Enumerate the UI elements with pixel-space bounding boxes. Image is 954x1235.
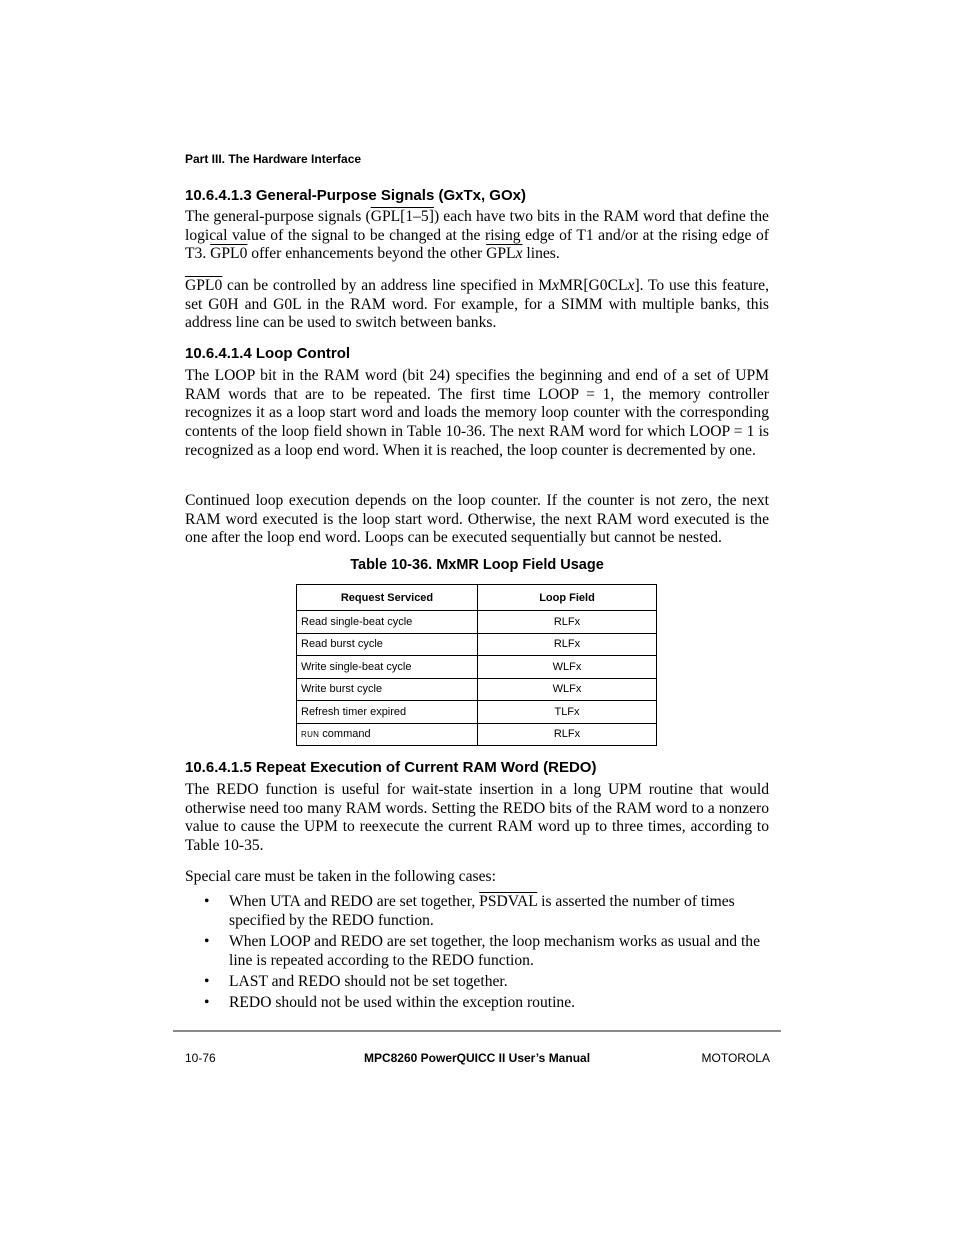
- list-item: [185, 893, 769, 930]
- text: ) each have two bits in the RAM word that define the logical value of the signal to be changed at the rising edge of T1 and/or at the rising edge of T3.: [185, 208, 769, 263]
- table-row: [297, 723, 657, 746]
- italic-x: x: [515, 245, 523, 263]
- signal-gpl0: GPL0: [185, 277, 223, 294]
- list-item: [185, 994, 769, 1013]
- table-cell: Write burst cycle: [297, 678, 478, 701]
- redo-cases-list: [185, 893, 769, 1015]
- list-item: [185, 973, 769, 992]
- list-item: [185, 933, 769, 970]
- bullet: •: [204, 972, 210, 990]
- table-cell: RLFx: [478, 723, 657, 746]
- paragraph-loop-execution: Continued loop execution depends on the loop counter. If the counter is not zero, the next RAM word executed is the loop start word. Otherwise, the next RAM word executed is the one after the loop end word. Loops can be executed sequentially but cannot be nested.: [185, 492, 769, 547]
- smallcaps-run: RUN: [301, 730, 320, 740]
- text: LAST and REDO should not be set together.: [229, 972, 508, 990]
- column-header-request: Request Serviced: [297, 585, 478, 611]
- part-header: Part III. The Hardware Interface: [185, 152, 362, 166]
- text: is asserted the number of times specified by the REDO function.: [229, 893, 735, 929]
- signal-gplx: GPL: [486, 245, 516, 263]
- table-cell: TLFx: [478, 701, 657, 724]
- table-row: [297, 633, 657, 656]
- text: When LOOP and REDO are set together, the loop mechanism works as usual and the line is repeated according to the REDO function.: [229, 932, 761, 969]
- table-header-row: [297, 585, 657, 611]
- bullet: •: [204, 893, 210, 910]
- text: lines.: [522, 245, 560, 263]
- table-cell: Read burst cycle: [297, 633, 478, 656]
- table-cell: Write single-beat cycle: [297, 656, 478, 679]
- table-row: [297, 656, 657, 679]
- table-caption: Table 10-36. MxMR Loop Field Usage: [350, 557, 604, 573]
- text: When UTA and REDO are set together,: [229, 893, 480, 910]
- italic-x: x: [627, 277, 635, 294]
- footer-page-number: 10-76: [185, 1051, 216, 1065]
- table-cell: WLFx: [478, 678, 657, 701]
- paragraph-redo-function: The REDO function is useful for wait-state insertion in a long UPM routine that would otherwise need too many RAM words. Setting the REDO bits of the RAM word to a nonzero value to cause the UPM to reexecute the current RAM word up to three times, according to Table 10-35.: [185, 781, 769, 855]
- loop-field-table: [296, 584, 657, 746]
- signal-gpl-1-5: GPL[1–5]: [370, 208, 434, 225]
- bullet: •: [204, 994, 210, 1012]
- footer-rule: [173, 1030, 781, 1032]
- table-cell: RLFx: [478, 633, 657, 656]
- table-row: [297, 701, 657, 724]
- table-cell: Read single-beat cycle: [297, 611, 478, 634]
- table-cell: WLFx: [478, 656, 657, 679]
- table-cell: RLFx: [478, 611, 657, 634]
- paragraph-gpl-signals: [185, 208, 769, 264]
- text: REDO should not be used within the exception routine.: [229, 994, 576, 1012]
- table-cell: [297, 723, 478, 746]
- text: offer enhancements beyond the other: [247, 245, 487, 263]
- paragraph-loop-bit: The LOOP bit in the RAM word (bit 24) specifies the beginning and end of a set of UPM RAM words that are to be repeated. The first time LOOP = 1, the memory controller recognizes it as a loop start word and loads the memory loop counter with the corresponding contents of the loop field shown in Table 10-36. The next RAM word for which LOOP = 1 is recognized as a loop end word. When it is reached, the loop counter is decremented by one.: [185, 367, 769, 459]
- table-cell: Refresh timer expired: [297, 701, 478, 724]
- heading-redo: 10.6.4.1.5 Repeat Execution of Current RAM Word (REDO): [185, 759, 597, 776]
- italic-x: x: [552, 277, 560, 294]
- bullet: •: [204, 932, 210, 950]
- heading-loop-control: 10.6.4.1.4 Loop Control: [185, 345, 351, 362]
- paragraph-special-care: Special care must be taken in the following cases:: [185, 868, 496, 885]
- footer-company: MOTOROLA: [701, 1051, 770, 1065]
- footer-manual-title: MPC8260 PowerQUICC II User’s Manual: [363, 1051, 591, 1065]
- column-header-loop-field: Loop Field: [478, 585, 657, 611]
- text: can be controlled by an address line specified in M: [222, 277, 553, 294]
- table-row: [297, 611, 657, 634]
- signal-psdval: PSDVAL: [479, 893, 538, 910]
- table-row: [297, 678, 657, 701]
- text: MR[G0CL: [559, 277, 628, 294]
- text: ]. To use this feature, set G0H and G0L in the RAM word. For example, for a SIMM with multiple banks, this address line can be used to switch between banks.: [185, 277, 769, 332]
- heading-general-purpose-signals: 10.6.4.1.3 General-Purpose Signals (GxTx, GOx): [185, 187, 526, 204]
- text: The general-purpose signals (: [185, 208, 371, 225]
- text: command: [319, 728, 371, 741]
- paragraph-gpl0-control: [185, 277, 769, 333]
- signal-gpl0: GPL0: [210, 245, 248, 263]
